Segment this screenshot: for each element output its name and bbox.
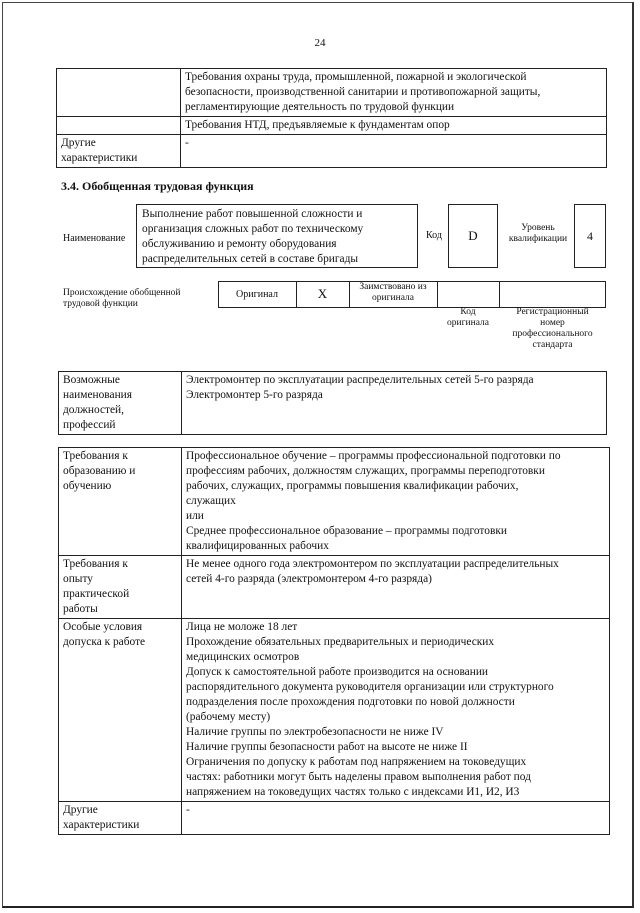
text-line: Возможные bbox=[63, 374, 120, 386]
text-line: медицинских осмотров bbox=[186, 651, 300, 663]
text-line: должностей, bbox=[63, 404, 125, 416]
text-line: обучению bbox=[63, 480, 112, 492]
text-line: трудовой функции bbox=[63, 299, 138, 309]
code-label: Код bbox=[426, 230, 442, 241]
text-line: Электромонтер 5-го разряда bbox=[186, 389, 323, 401]
text-line: Ограничения по допуску к работам под напряжением на токоведущих bbox=[186, 756, 527, 768]
text-line: обслуживанию и ремонту оборудования bbox=[142, 238, 337, 250]
text-line: Наличие группы безопасности работ на высоте не ниже II bbox=[186, 741, 468, 753]
text-line: образованию и bbox=[63, 465, 136, 477]
text-line: Особые условия bbox=[63, 621, 143, 633]
table-row bbox=[57, 117, 607, 135]
table-row bbox=[59, 802, 610, 835]
text-line: профессионального bbox=[512, 329, 593, 339]
text-line: практической bbox=[63, 588, 130, 600]
text-line: Происхождение обобщенной bbox=[63, 288, 181, 298]
text-line: Лица не моложе 18 лет bbox=[186, 621, 298, 633]
code-original-caption bbox=[437, 307, 499, 329]
text-line: сетей 4-го разряда (электромонтером 4-го разряда) bbox=[186, 573, 432, 585]
text-line: Наличие группы по электробезопасности не ниже IV bbox=[186, 726, 444, 738]
name-label: Наименование bbox=[63, 233, 126, 244]
empty-cell bbox=[57, 117, 181, 135]
ntd-requirements-cell: Требования НТД, предъявляемые к фундаментам опор bbox=[181, 117, 607, 135]
positions-table bbox=[58, 371, 607, 435]
text-line: Допуск к самостоятельной работе производится на основании bbox=[186, 666, 489, 678]
table-row bbox=[57, 69, 607, 117]
text-line: профессий bbox=[63, 419, 116, 431]
text-line: характеристики bbox=[63, 819, 140, 831]
divider bbox=[499, 281, 500, 308]
text-line: Не менее одного года электромонтером по эксплуатации распределительных bbox=[186, 558, 559, 570]
text-line: служащих bbox=[186, 495, 236, 507]
original-mark: X bbox=[317, 286, 328, 301]
text-line: Требования охраны труда, промышленной, пожарной и экологической bbox=[185, 71, 527, 83]
education-value bbox=[182, 448, 610, 556]
text-line: Прохождение обязательных предварительных и периодических bbox=[186, 636, 495, 648]
divider bbox=[437, 281, 438, 308]
text-line: профессиям рабочих, должностям служащих, программы переподготовки bbox=[186, 465, 545, 477]
text-line: регламентирующие деятельность по трудовой функции bbox=[185, 101, 455, 113]
text-line: работы bbox=[63, 603, 98, 615]
experience-label bbox=[59, 556, 182, 619]
function-name-box bbox=[136, 204, 418, 268]
origin-label bbox=[63, 288, 181, 310]
conditions-label bbox=[59, 619, 182, 802]
education-label bbox=[59, 448, 182, 556]
text-line: Заимствовано из bbox=[359, 282, 427, 292]
text-line: квалифицированных рабочих bbox=[186, 540, 329, 552]
text-line: рабочих, служащих, программы повышения квалификации рабочих, bbox=[186, 480, 519, 492]
text-line: оригинала bbox=[372, 293, 414, 303]
text-line: распорядительного документа руководителя организации или структурного bbox=[186, 681, 554, 693]
other-characteristics-label bbox=[59, 802, 182, 835]
table-row bbox=[57, 135, 607, 168]
text-line: безопасности, производственной санитарии и противопожарной защиты, bbox=[185, 86, 541, 98]
text-line: допуска к работе bbox=[63, 636, 146, 648]
other-characteristics-value: - bbox=[181, 135, 607, 168]
text-line: Уровень bbox=[521, 223, 555, 233]
text-line: напряжением на токоведущих частях только с индексами И1, И2, И3 bbox=[186, 786, 520, 798]
section-title: 3.4. Обобщенная трудовая функция bbox=[61, 179, 254, 193]
level-value: 4 bbox=[574, 204, 606, 268]
table-row bbox=[59, 448, 610, 556]
table-row bbox=[59, 372, 607, 435]
safety-requirements-cell bbox=[181, 69, 607, 117]
table-row bbox=[59, 619, 610, 802]
text-line: частях: работники могут быть наделены правом выполнения работ под bbox=[186, 771, 531, 783]
positions-label bbox=[59, 372, 182, 435]
borrowed-label bbox=[349, 282, 437, 304]
requirements-table bbox=[58, 447, 610, 835]
registration-caption bbox=[499, 307, 606, 351]
text-line: характеристики bbox=[61, 152, 138, 164]
text-line: Электромонтер по эксплуатации распределительных сетей 5-го разряда bbox=[186, 374, 534, 386]
code-value: D bbox=[448, 204, 498, 268]
text-line: подразделения после прохождения подготовки по новой должности bbox=[186, 696, 515, 708]
conditions-value bbox=[182, 619, 610, 802]
other-characteristics-value: - bbox=[182, 802, 610, 835]
text-line: или bbox=[186, 510, 204, 522]
text-line: стандарта bbox=[532, 340, 573, 350]
text-line: Среднее профессиональное образование – программы подготовки bbox=[186, 525, 507, 537]
text-line: организация сложных работ по техническому bbox=[142, 223, 364, 235]
text-line: наименования bbox=[63, 389, 133, 401]
text-line: распределительных сетей в составе бригады bbox=[142, 253, 359, 265]
text-line: квалификации bbox=[508, 234, 568, 244]
level-label bbox=[500, 223, 576, 245]
page-number: 24 bbox=[314, 37, 326, 49]
empty-cell bbox=[57, 69, 181, 117]
text-line: оригинала bbox=[447, 318, 489, 328]
text-line: Требования к bbox=[63, 558, 128, 570]
text-line: опыту bbox=[63, 573, 93, 585]
text-line: Код bbox=[460, 307, 476, 317]
top-table bbox=[56, 68, 607, 168]
text-line: (рабочему месту) bbox=[186, 711, 271, 723]
positions-value bbox=[182, 372, 607, 435]
text-line: Выполнение работ повышенной сложности и bbox=[142, 208, 363, 220]
text-line: Регистрационный bbox=[516, 307, 589, 317]
text-line: номер bbox=[540, 318, 565, 328]
text-line: Профессиональное обучение – программы профессиональной подготовки по bbox=[186, 450, 561, 462]
experience-value bbox=[182, 556, 610, 619]
original-label: Оригинал bbox=[236, 289, 278, 300]
text-line: Требования к bbox=[63, 450, 128, 462]
other-characteristics-label bbox=[57, 135, 181, 168]
text-line: Другие bbox=[61, 137, 96, 149]
table-row bbox=[59, 556, 610, 619]
text-line: Другие bbox=[63, 804, 98, 816]
